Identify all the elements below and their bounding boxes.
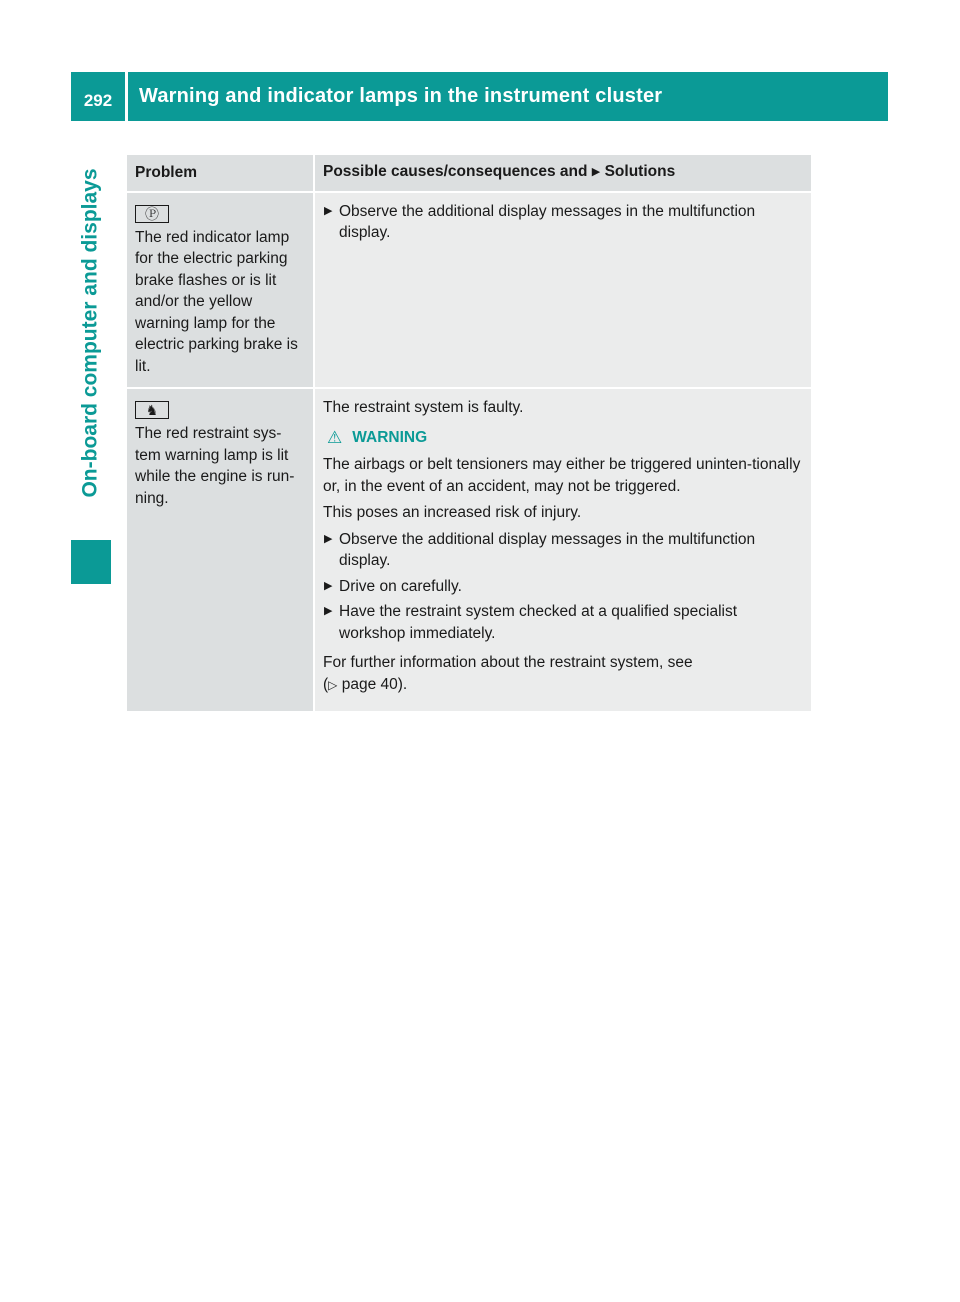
further-info-text: For further information about the restraint system, see [323, 654, 693, 671]
problem-text: The red restraint sys-tem warning lamp is lit while the engine is run-ning. [135, 425, 295, 507]
section-title: Warning and indicator lamps in the instrument cluster [128, 72, 888, 121]
warning-text: The airbags or belt tensioners may either be triggered uninten-tionally or, in the event of an accident, may not be triggered. [323, 456, 801, 495]
problem-cell [127, 192, 314, 389]
side-tab-label: On-board computer and displays [79, 168, 102, 498]
page-ref-link[interactable]: page 40). [341, 675, 408, 693]
page-number: 292 [71, 72, 125, 121]
step-text: Drive on carefully. [339, 577, 462, 595]
further-info: For further information about the restraint system, see (▷ page 40). [323, 654, 693, 693]
solution-cell [314, 192, 811, 389]
risk-text: This poses an increased risk of injury. [323, 504, 582, 521]
problem-solution-table [127, 155, 811, 711]
parking-brake-icon: Ⓟ [135, 205, 169, 223]
side-tab [71, 128, 111, 538]
header-solutions-suffix: Solutions [604, 163, 676, 180]
arrow-right-icon: ▶ [591, 166, 601, 178]
warning-heading [327, 427, 803, 449]
arrow-right-icon: ▶ [324, 605, 333, 617]
header-solutions [314, 155, 811, 192]
warning-label: WARNING [352, 428, 428, 446]
solution-cell [314, 388, 811, 711]
cause-text: The restraint system is faulty. [323, 399, 524, 416]
warning-icon: ⚠ [327, 427, 343, 447]
table-row [127, 388, 811, 711]
step-item [323, 601, 803, 644]
step-text: Have the restraint system checked at a qualified specialist workshop immediately. [339, 603, 738, 642]
side-tab-marker [71, 540, 111, 584]
step-item [323, 201, 803, 244]
arrow-right-icon: ▶ [324, 579, 333, 592]
step-item [323, 576, 803, 598]
restraint-system-icon: ♞ [135, 401, 169, 419]
header-solutions-prefix: Possible causes/consequences and [323, 163, 588, 180]
step-text: Observe the additional display messages in the multifunction display. [339, 202, 756, 241]
step-text: Observe the additional display messages in the multifunction display. [339, 530, 756, 569]
step-item [323, 529, 803, 572]
table-row [127, 192, 811, 389]
header-problem: Problem [127, 155, 314, 192]
problem-cell [127, 388, 314, 711]
problem-text: The red indicator lamp for the electric parking brake flashes or is lit and/or the yellow warning lamp for the electric parking brake is lit. [135, 228, 298, 375]
arrow-right-icon: ▶ [324, 532, 333, 545]
arrow-right-icon: ▶ [324, 204, 333, 217]
page-ref-icon: ▷ [328, 677, 338, 692]
